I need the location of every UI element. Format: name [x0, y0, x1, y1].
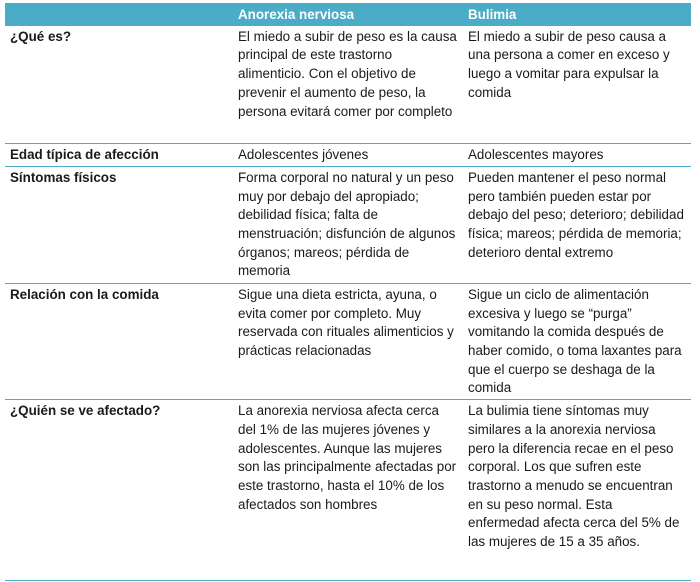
anorexia-cell: Forma corporal no natural y un peso muy por debajo del apropiado; debilidad física; falta de menstruación; disfunción de algunos órganos; mareos; pérdida de memoria — [238, 169, 456, 279]
anorexia-cell: El miedo a subir de peso es la causa principal de este trastorno alimenticio. Con el objetivo de prevenir el aumento de peso, la persona evitará comer por completo — [238, 28, 457, 119]
table-row — [5, 400, 691, 581]
header-cell-bulimia: Bulimia — [463, 3, 691, 26]
row-label: Síntomas físicos — [10, 169, 117, 185]
bulimia-cell: El miedo a subir de peso causa a una persona a comer en exceso y luego a vomitar para expulsar la comida — [468, 28, 670, 100]
row-label: Relación con la comida — [10, 286, 159, 302]
table-header — [5, 3, 691, 26]
comparison-table — [5, 3, 691, 581]
bulimia-cell: La bulimia tiene síntomas muy similares a la anorexia nerviosa pero la diferencia recae en el peso corporal. Los que sufren este trastorno a menudo se encuentran en su peso normal. Esta enfermedad afecta cerca del 5% de las mujeres de 15 a 35 años. — [468, 403, 680, 550]
header-row — [5, 3, 691, 26]
table-row — [5, 26, 691, 144]
bulimia-cell: Adolescentes mayores — [468, 147, 604, 163]
anorexia-cell: La anorexia nerviosa afecta cerca del 1% de las mujeres jóvenes y adolescentes. Aunque las mujeres son las principalmente afectadas por este trastorno, hasta el 10% de los afectados son hombres — [238, 403, 457, 512]
bulimia-cell: Sigue un ciclo de alimentación excesiva y luego se “purga” vomitando la comida después de haber comido, o toma laxantes para que el cuerpo se deshaga de la comida — [468, 286, 682, 396]
anorexia-cell: Adolescentes jóvenes — [238, 147, 369, 163]
table-row — [5, 144, 691, 167]
row-label: ¿Quién se ve afectado? — [10, 403, 161, 419]
table-row — [5, 283, 691, 399]
table-row — [5, 166, 691, 283]
bulimia-cell: Pueden mantener el peso normal pero también pueden estar por debajo del peso; deterioro; debilidad física; mareos; pérdida de memoria; deterioro dental extremo — [468, 169, 684, 260]
header-cell-empty — [5, 3, 233, 26]
row-label: Edad típica de afección — [10, 147, 159, 163]
anorexia-cell: Sigue una dieta estricta, ayuna, o evita comer por completo. Muy reservada con rituales alimenticios y prácticas relacionadas — [238, 286, 454, 359]
row-label: ¿Qué es? — [10, 28, 72, 44]
header-cell-anorexia: Anorexia nerviosa — [233, 3, 463, 26]
